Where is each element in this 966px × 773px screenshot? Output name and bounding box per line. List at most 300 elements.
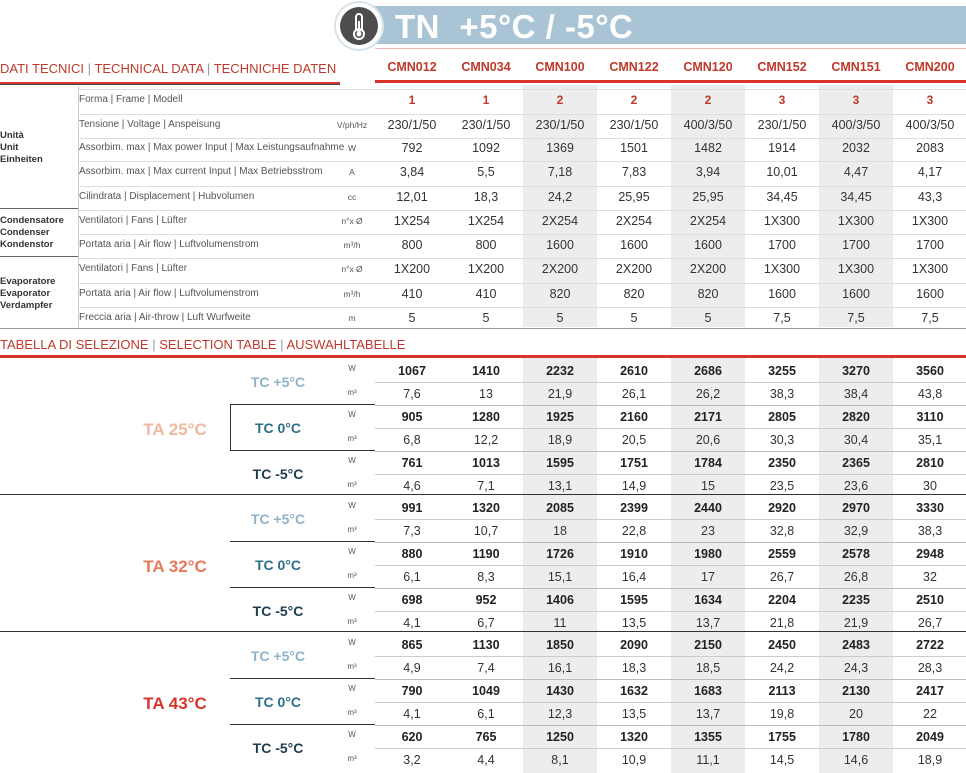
unit-m3: m³ <box>347 617 357 626</box>
half-divider <box>375 565 966 566</box>
data-cell: 2X200 <box>689 262 727 276</box>
data-cell: 1092 <box>472 141 500 155</box>
data-cell: 5 <box>408 311 416 325</box>
half-divider <box>375 748 966 749</box>
power-value: 2417 <box>916 684 944 698</box>
data-cell: 3 <box>778 93 786 107</box>
volume-value: 18,9 <box>917 753 943 767</box>
power-value: 1049 <box>472 684 500 698</box>
data-cell: 1600 <box>842 287 870 301</box>
data-cell: 400/3/50 <box>683 118 733 132</box>
power-value: 1320 <box>620 730 648 744</box>
data-cell: 2083 <box>916 141 944 155</box>
unit-m3: m³ <box>347 708 357 717</box>
power-value: 1355 <box>694 730 722 744</box>
volume-value: 20,5 <box>621 433 647 447</box>
tc-label: TC +5°C <box>250 374 306 390</box>
data-cell: 5 <box>482 311 490 325</box>
volume-value: 43,8 <box>917 387 943 401</box>
power-value: 2450 <box>768 638 796 652</box>
power-value: 1013 <box>472 456 500 470</box>
group-divider <box>0 208 78 209</box>
row-unit: W <box>347 143 357 153</box>
data-cell: 7,83 <box>621 165 647 179</box>
volume-value: 7,3 <box>403 524 421 538</box>
model-header-cmn152: CMN152 <box>757 60 807 74</box>
volume-value: 16,4 <box>621 570 647 584</box>
row-label: Portata aria | Air flow | Luftvolumenstrom <box>79 288 259 299</box>
volume-value: 38,3 <box>917 524 943 538</box>
thermometer-icon <box>336 3 382 49</box>
half-divider <box>375 611 966 612</box>
power-value: 2365 <box>842 456 870 470</box>
row-unit: n°x Ø <box>341 216 363 226</box>
data-cell: 2X254 <box>689 214 727 228</box>
data-cell: 400/3/50 <box>831 118 881 132</box>
power-value: 1726 <box>546 547 574 561</box>
model-header-cmn100: CMN100 <box>535 60 585 74</box>
row-unit: m³/h <box>343 289 361 299</box>
data-cell: 820 <box>697 287 719 301</box>
data-cell: 1X200 <box>467 262 505 276</box>
power-value: 1280 <box>472 410 500 424</box>
block-divider <box>0 494 966 495</box>
row-label: Assorbim. max | Max current Input | Max Betriebsstrom <box>79 166 323 177</box>
data-cell: 1700 <box>916 238 944 252</box>
power-value: 1250 <box>546 730 574 744</box>
power-value: 2810 <box>916 456 944 470</box>
tc-divider <box>375 588 966 589</box>
data-cell: 230/1/50 <box>757 118 807 132</box>
data-cell: 4,17 <box>917 165 943 179</box>
volume-value: 26,1 <box>621 387 647 401</box>
data-cell: 1914 <box>768 141 796 155</box>
unit-m3: m³ <box>347 662 357 671</box>
data-cell: 1 <box>408 93 416 107</box>
data-cell: 3,84 <box>399 165 425 179</box>
volume-value: 23 <box>701 524 715 538</box>
row-divider <box>79 138 966 139</box>
row-label: Tensione | Voltage | Anspeisung <box>79 119 221 130</box>
volume-value: 11 <box>553 616 567 630</box>
half-divider <box>375 702 966 703</box>
data-cell: 230/1/50 <box>387 118 437 132</box>
volume-value: 13 <box>479 387 493 401</box>
model-header-cmn151: CMN151 <box>831 60 881 74</box>
power-value: 2483 <box>842 638 870 652</box>
volume-value: 24,2 <box>769 661 795 675</box>
volume-value: 23,6 <box>843 479 869 493</box>
data-cell: 230/1/50 <box>535 118 585 132</box>
unit-m3: m³ <box>347 525 357 534</box>
volume-value: 14,9 <box>621 479 647 493</box>
selection-title-en: SELECTION TABLE <box>159 337 277 352</box>
power-value: 905 <box>401 410 423 424</box>
power-value: 3110 <box>916 410 944 424</box>
selection-section-title: TABELLA DI SELEZIONE | SELECTION TABLE | AUSWAHLTABELLE <box>0 337 406 352</box>
row-divider <box>79 234 966 235</box>
half-divider <box>375 428 966 429</box>
unit-watt: W <box>348 638 356 647</box>
power-value: 1595 <box>620 593 648 607</box>
power-value: 2805 <box>768 410 796 424</box>
row-unit: cc <box>347 192 357 202</box>
data-cell: 34,45 <box>766 190 798 204</box>
power-value: 698 <box>401 593 423 607</box>
volume-value: 35,1 <box>917 433 943 447</box>
data-cell: 25,95 <box>692 190 724 204</box>
data-cell: 2X200 <box>615 262 653 276</box>
row-divider <box>79 89 966 90</box>
power-value: 2235 <box>842 593 870 607</box>
data-cell: 2X200 <box>541 262 579 276</box>
volume-value: 3,2 <box>403 753 421 767</box>
data-cell: 1X300 <box>911 214 949 228</box>
tc-divider <box>230 541 375 542</box>
row-divider <box>79 186 966 187</box>
tc-label: TC -5°C <box>252 603 304 619</box>
tc-label: TC 0°C <box>254 694 302 710</box>
volume-value: 26,2 <box>695 387 721 401</box>
volume-value: 20,6 <box>695 433 721 447</box>
group-label-0: Unità Unit Einheiten <box>0 130 43 165</box>
tc-divider <box>230 404 375 405</box>
data-cell: 3 <box>926 93 934 107</box>
power-value: 1430 <box>546 684 574 698</box>
data-cell: 230/1/50 <box>461 118 511 132</box>
section-rule <box>0 84 340 85</box>
data-cell: 18,3 <box>473 190 499 204</box>
row-label: Forma | Frame | Modell <box>79 94 183 105</box>
power-value: 2610 <box>620 364 648 378</box>
volume-value: 30,4 <box>843 433 869 447</box>
selection-title-it: TABELLA DI SELEZIONE <box>0 337 149 352</box>
volume-value: 22,8 <box>621 524 647 538</box>
unit-m3: m³ <box>347 434 357 443</box>
data-cell: 1X300 <box>911 262 949 276</box>
half-divider <box>375 382 966 383</box>
power-value: 3330 <box>916 501 944 515</box>
volume-value: 20 <box>849 707 863 721</box>
data-cell: 1X300 <box>837 262 875 276</box>
volume-value: 7,4 <box>477 661 495 675</box>
group-label-1: Condensatore Condenser Kondenstor <box>0 215 64 250</box>
power-value: 1780 <box>842 730 870 744</box>
row-divider <box>79 307 966 308</box>
volume-value: 21,9 <box>547 387 573 401</box>
tc-label: TC -5°C <box>252 740 304 756</box>
data-cell: 2X254 <box>541 214 579 228</box>
volume-value: 17 <box>701 570 715 584</box>
data-cell: 1 <box>482 93 490 107</box>
row-unit: m³/h <box>343 240 361 250</box>
power-value: 2722 <box>916 638 944 652</box>
data-cell: 2X254 <box>615 214 653 228</box>
half-divider <box>375 474 966 475</box>
header-rule <box>375 80 966 83</box>
data-cell: 4,47 <box>843 165 869 179</box>
tc-vline <box>230 404 231 450</box>
data-cell: 7,5 <box>921 311 939 325</box>
row-unit: n°x Ø <box>341 264 363 274</box>
row-divider <box>79 210 966 211</box>
data-cell: 5 <box>630 311 638 325</box>
power-value: 2232 <box>546 364 574 378</box>
power-value: 2130 <box>842 684 870 698</box>
tc-divider <box>230 724 375 725</box>
tc-divider <box>230 678 375 679</box>
data-cell: 410 <box>475 287 497 301</box>
data-cell: 3 <box>852 93 860 107</box>
tc-divider <box>230 450 375 451</box>
volume-value: 32,9 <box>843 524 869 538</box>
power-value: 1320 <box>472 501 500 515</box>
power-value: 2090 <box>620 638 648 652</box>
data-cell: 43,3 <box>917 190 943 204</box>
unit-watt: W <box>348 547 356 556</box>
volume-value: 19,8 <box>769 707 795 721</box>
tc-divider <box>375 679 966 680</box>
power-value: 3560 <box>916 364 944 378</box>
model-header-cmn122: CMN122 <box>609 60 659 74</box>
volume-value: 14,6 <box>843 753 869 767</box>
half-divider <box>375 656 966 657</box>
power-value: 865 <box>401 638 423 652</box>
power-value: 880 <box>401 547 423 561</box>
tech-title-it: DATI TECNICI <box>0 61 85 76</box>
power-value: 761 <box>401 456 423 470</box>
data-cell: 1X300 <box>763 262 801 276</box>
model-header-cmn034: CMN034 <box>461 60 511 74</box>
tc-divider <box>375 451 966 452</box>
power-value: 1980 <box>694 547 722 561</box>
data-cell: 2 <box>556 93 564 107</box>
table-bottom <box>0 328 966 329</box>
unit-watt: W <box>348 684 356 693</box>
power-value: 1067 <box>398 364 426 378</box>
tc-label: TC 0°C <box>254 420 302 436</box>
tc-divider <box>375 405 966 406</box>
power-value: 1130 <box>472 638 500 652</box>
volume-value: 10,7 <box>473 524 499 538</box>
tc-label: TC 0°C <box>254 557 302 573</box>
volume-value: 4,9 <box>403 661 421 675</box>
volume-value: 18,3 <box>621 661 647 675</box>
power-value: 2440 <box>694 501 722 515</box>
volume-value: 21,9 <box>843 616 869 630</box>
volume-value: 30 <box>923 479 937 493</box>
data-cell: 3,94 <box>695 165 721 179</box>
volume-value: 11,1 <box>696 753 720 767</box>
data-cell: 820 <box>549 287 571 301</box>
data-cell: 2 <box>704 93 712 107</box>
power-value: 2510 <box>916 593 944 607</box>
volume-value: 8,1 <box>551 753 569 767</box>
row-divider <box>79 161 966 162</box>
data-cell: 12,01 <box>396 190 428 204</box>
row-divider <box>79 258 966 259</box>
power-value: 1925 <box>546 410 574 424</box>
data-cell: 1369 <box>546 141 574 155</box>
volume-value: 12,3 <box>547 707 573 721</box>
tech-title-en: TECHNICAL DATA <box>94 61 204 76</box>
volume-value: 18 <box>553 524 567 538</box>
power-value: 1406 <box>546 593 574 607</box>
data-cell: 230/1/50 <box>609 118 659 132</box>
power-value: 1755 <box>768 730 796 744</box>
power-value: 1190 <box>472 547 500 561</box>
power-value: 1595 <box>546 456 574 470</box>
data-cell: 24,2 <box>547 190 573 204</box>
data-cell: 1600 <box>916 287 944 301</box>
data-cell: 1600 <box>694 238 722 252</box>
power-value: 2686 <box>694 364 722 378</box>
power-value: 2085 <box>546 501 574 515</box>
volume-value: 6,8 <box>403 433 421 447</box>
data-cell: 820 <box>623 287 645 301</box>
row-divider <box>79 114 966 115</box>
model-header-cmn120: CMN120 <box>683 60 733 74</box>
selection-title-de: AUSWAHLTABELLE <box>286 337 406 352</box>
volume-value: 38,3 <box>769 387 795 401</box>
tc-label: TC +5°C <box>250 648 306 664</box>
row-unit: A <box>349 167 355 177</box>
data-cell: 1X300 <box>763 214 801 228</box>
data-cell: 800 <box>401 238 423 252</box>
data-cell: 1X200 <box>393 262 431 276</box>
volume-value: 18,5 <box>695 661 721 675</box>
power-value: 790 <box>401 684 423 698</box>
unit-watt: W <box>348 410 356 419</box>
row-label: Ventilatori | Fans | Lüfter <box>79 263 188 274</box>
data-cell: 1700 <box>768 238 796 252</box>
volume-value: 14,5 <box>769 753 795 767</box>
half-divider <box>375 519 966 520</box>
data-cell: 5 <box>556 311 564 325</box>
volume-value: 32,8 <box>769 524 795 538</box>
unit-watt: W <box>348 730 356 739</box>
data-cell: 25,95 <box>618 190 650 204</box>
volume-value: 10,9 <box>621 753 647 767</box>
power-value: 2171 <box>694 410 722 424</box>
data-cell: 7,5 <box>773 311 791 325</box>
power-value: 2820 <box>842 410 870 424</box>
volume-value: 13,1 <box>547 479 573 493</box>
section-rule <box>0 355 966 358</box>
row-label: Ventilatori | Fans | Lüfter <box>79 215 188 226</box>
volume-value: 6,1 <box>477 707 495 721</box>
power-value: 3270 <box>842 364 870 378</box>
row-divider <box>79 283 966 284</box>
volume-value: 28,3 <box>917 661 943 675</box>
volume-value: 4,6 <box>403 479 421 493</box>
power-value: 1683 <box>694 684 722 698</box>
unit-m3: m³ <box>347 480 357 489</box>
power-value: 2970 <box>842 501 870 515</box>
power-value: 2920 <box>768 501 796 515</box>
volume-value: 4,4 <box>477 753 495 767</box>
tc-label: TC +5°C <box>250 511 306 527</box>
volume-value: 21,8 <box>769 616 795 630</box>
unit-m3: m³ <box>347 571 357 580</box>
data-cell: 2032 <box>842 141 870 155</box>
data-cell: 7,5 <box>847 311 865 325</box>
unit-m3: m³ <box>347 754 357 763</box>
power-value: 1632 <box>620 684 648 698</box>
volume-value: 13,7 <box>695 616 721 630</box>
row-label: Assorbim. max | Max power Input | Max Leistungsaufnahme <box>79 142 345 153</box>
tc-divider <box>230 587 375 588</box>
volume-value: 6,7 <box>477 616 495 630</box>
data-cell: 800 <box>475 238 497 252</box>
group-divider <box>0 256 78 257</box>
tech-section-title: DATI TECNICI | TECHNICAL DATA | TECHNICHE DATEN <box>0 61 337 76</box>
model-header-cmn012: CMN012 <box>387 60 437 74</box>
volume-value: 4,1 <box>403 616 421 630</box>
data-cell: 1X254 <box>467 214 505 228</box>
volume-value: 15,1 <box>547 570 573 584</box>
volume-value: 24,3 <box>843 661 869 675</box>
tc-divider <box>375 542 966 543</box>
volume-value: 32 <box>923 570 937 584</box>
group-vline <box>78 86 79 328</box>
page-title: TN +5°C / -5°C <box>395 8 634 45</box>
unit-watt: W <box>348 456 356 465</box>
group-label-2: Evaporatore Evaporator Verdampfer <box>0 276 56 311</box>
data-cell: 792 <box>401 141 423 155</box>
volume-value: 12,2 <box>473 433 499 447</box>
power-value: 765 <box>475 730 497 744</box>
row-unit: V/ph/Hz <box>336 120 368 130</box>
data-cell: 1482 <box>694 141 722 155</box>
data-cell: 2 <box>630 93 638 107</box>
volume-value: 22 <box>923 707 937 721</box>
power-value: 1751 <box>620 456 648 470</box>
power-value: 2578 <box>842 547 870 561</box>
row-label: Freccia aria | Air-throw | Luft Wurfweite <box>79 312 251 323</box>
unit-m3: m³ <box>347 388 357 397</box>
data-cell: 1600 <box>546 238 574 252</box>
volume-value: 4,1 <box>403 707 421 721</box>
power-value: 991 <box>401 501 423 515</box>
data-cell: 5,5 <box>477 165 495 179</box>
model-header-cmn200: CMN200 <box>905 60 955 74</box>
power-value: 2399 <box>620 501 648 515</box>
tc-divider <box>375 725 966 726</box>
volume-value: 23,5 <box>769 479 795 493</box>
volume-value: 7,1 <box>477 479 495 493</box>
power-value: 1634 <box>694 593 722 607</box>
data-cell: 10,01 <box>766 165 798 179</box>
data-cell: 7,18 <box>547 165 573 179</box>
volume-value: 26,8 <box>843 570 869 584</box>
unit-watt: W <box>348 501 356 510</box>
data-cell: 34,45 <box>840 190 872 204</box>
power-value: 2948 <box>916 547 944 561</box>
data-cell: 1700 <box>842 238 870 252</box>
data-cell: 400/3/50 <box>905 118 955 132</box>
data-cell: 1600 <box>620 238 648 252</box>
data-cell: 1501 <box>620 141 648 155</box>
volume-value: 8,3 <box>477 570 495 584</box>
volume-value: 15 <box>701 479 715 493</box>
power-value: 3255 <box>768 364 796 378</box>
ta-label: TA 25°C <box>143 420 207 439</box>
power-value: 1410 <box>472 364 500 378</box>
volume-value: 26,7 <box>769 570 795 584</box>
power-value: 1784 <box>694 456 722 470</box>
power-value: 2204 <box>768 593 796 607</box>
